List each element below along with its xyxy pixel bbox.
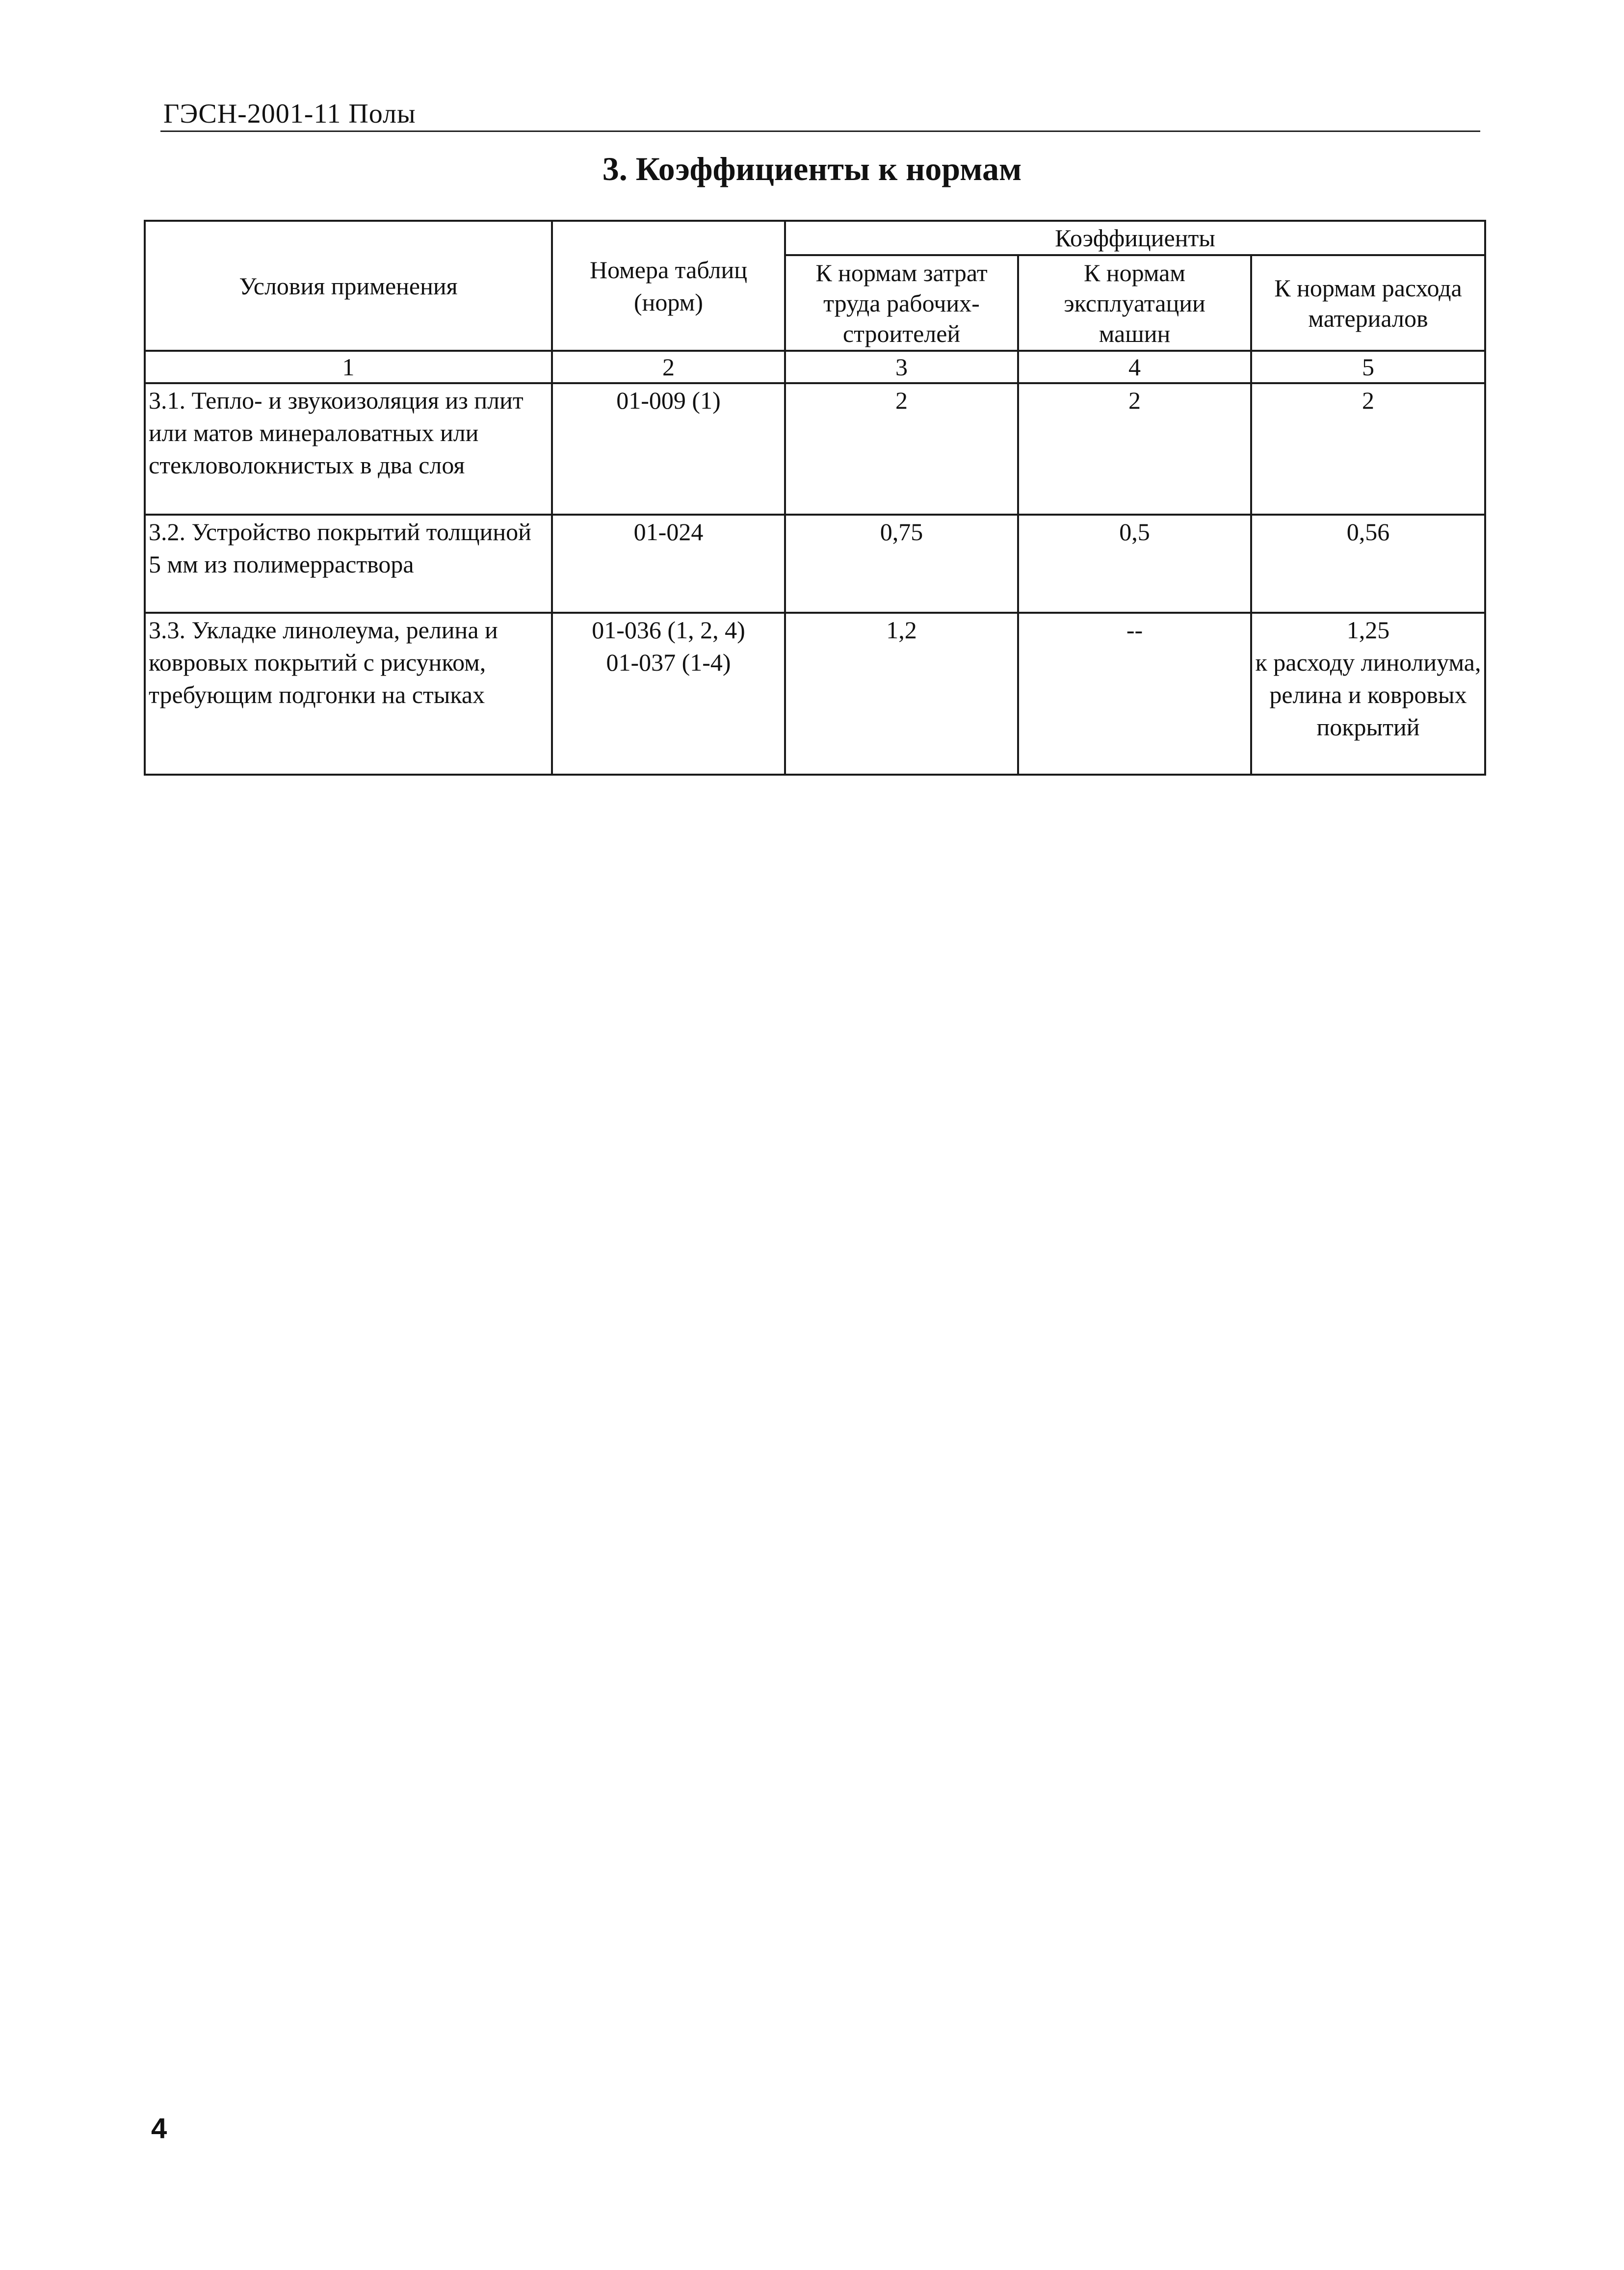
row-materials-coef	[1251, 515, 1485, 613]
row-labor-coef: 1,2	[785, 613, 1018, 775]
header-table-numbers: Номера таблиц (норм)	[552, 221, 785, 351]
row-machines-coef: --	[1018, 613, 1251, 775]
row-materials-coef	[1251, 383, 1485, 515]
header-coefficients: Коэффициенты	[785, 221, 1485, 255]
row-machines-coef: 0,5	[1018, 515, 1251, 613]
row-table-ref: 01-024	[633, 518, 704, 546]
row-materials-coef	[1251, 613, 1485, 775]
header-materials: К нормам расхода материалов	[1251, 255, 1485, 351]
row-condition: 3.2. Устройство покрытий толщиной 5 мм из полимерраствора	[145, 515, 552, 613]
column-number: 4	[1018, 351, 1251, 383]
table-row	[145, 613, 1485, 775]
table-row	[145, 383, 1485, 515]
row-machines-coef: 2	[1018, 383, 1251, 515]
row-condition: 3.3. Укладке линолеума, релина и ковровых покрытий с рисунком, требующим подгонки на стыках	[145, 613, 552, 775]
column-number: 1	[145, 351, 552, 383]
row-tables	[552, 613, 785, 775]
coefficients-table	[144, 220, 1486, 776]
row-labor-coef: 2	[785, 383, 1018, 515]
row-table-ref: 01-036 (1, 2, 4)	[592, 616, 745, 644]
column-number: 5	[1251, 351, 1485, 383]
header-labor: К нормам затрат труда рабочих-строителей	[785, 255, 1018, 351]
row-materials-value: 0,56	[1346, 518, 1390, 546]
table-row	[145, 515, 1485, 613]
column-number: 2	[552, 351, 785, 383]
row-tables	[552, 383, 785, 515]
row-condition: 3.1. Тепло- и звукоизоляция из плит или матов минераловатных или стекловолокнистых в два слоя	[145, 383, 552, 515]
page-number: 4	[151, 2113, 167, 2144]
row-materials-value: 1,25	[1346, 616, 1390, 644]
row-materials-note: к расходу линолиума, релина и ковровых покрытий	[1255, 649, 1481, 741]
section-title: 3. Коэффициенты к нормам	[602, 150, 1022, 187]
header-machines: К нормам эксплуатации машин	[1018, 255, 1251, 351]
column-number: 3	[785, 351, 1018, 383]
row-table-ref: 01-037 (1-4)	[606, 649, 731, 676]
document-code: ГЭСН-2001-11 Полы	[163, 99, 416, 129]
row-materials-value: 2	[1362, 387, 1374, 414]
row-labor-coef: 0,75	[785, 515, 1018, 613]
header-row-top	[145, 221, 1485, 255]
row-tables	[552, 515, 785, 613]
header-conditions: Условия применения	[145, 221, 552, 351]
row-table-ref: 01-009 (1)	[616, 387, 721, 414]
header-divider	[160, 130, 1480, 132]
column-numbers-row	[145, 351, 1485, 383]
